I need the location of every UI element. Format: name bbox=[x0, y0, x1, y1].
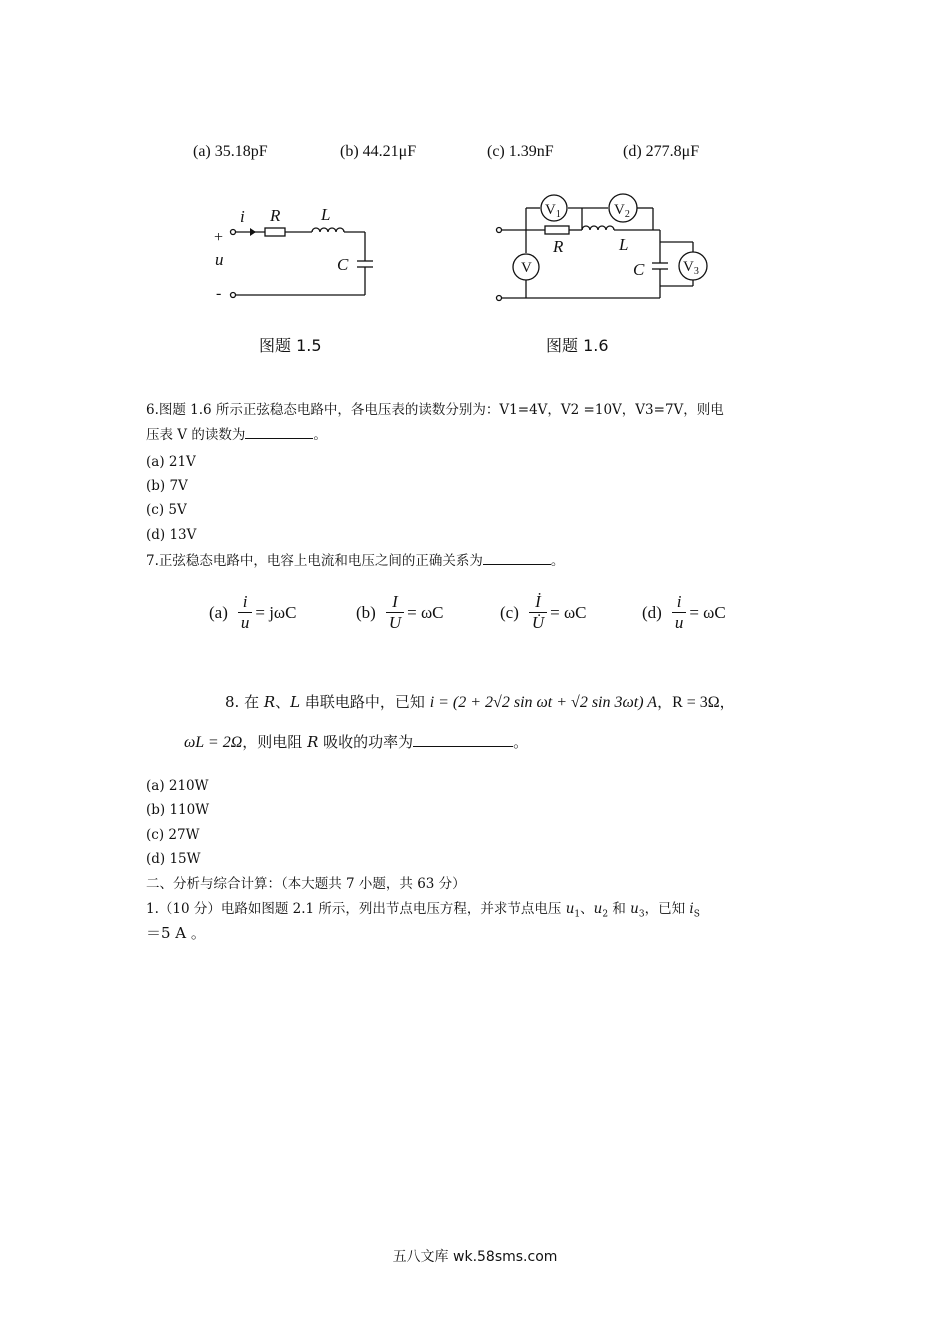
problem-1-line2: ＝5 A 。 bbox=[146, 924, 206, 942]
q8-option-d: (d) 15W bbox=[146, 851, 201, 867]
fig15-label-L: L bbox=[321, 205, 331, 224]
q5-option-b: (b) 44.21μF bbox=[340, 143, 417, 160]
fig16-label-C: C bbox=[633, 260, 645, 279]
voltmeter-v2-label: $V_2$ bbox=[614, 202, 630, 220]
q8-option-b: (b) 110W bbox=[146, 802, 210, 818]
problem-1-line1: 1.（10 分）电路如图题 2.1 所示，列出节点电压方程，并求节点电压 $u_1$、$u_2$ 和 $u_3$，已知 $i_S$ bbox=[146, 901, 700, 920]
fig15-label-i: i bbox=[240, 207, 245, 226]
fig15-label-C: C bbox=[337, 255, 349, 274]
q6-stem-line1: 6.图题 1.6 所示正弦稳态电路中，各电压表的读数分别为：V1=4V，V2 =10V，V3=7V，则电 bbox=[146, 402, 724, 418]
q6-option-d: (d) 13V bbox=[146, 527, 197, 543]
q8-stem-line2: ωL = 2Ω，则电阻 R 吸收的功率为 。 bbox=[184, 733, 529, 751]
fig15-label-R: R bbox=[270, 206, 281, 225]
answer-blank bbox=[413, 733, 513, 747]
fig15-label-plus: + bbox=[214, 229, 224, 246]
section-2-heading: 二、分析与综合计算：（本大题共 7 小题，共 63 分） bbox=[146, 876, 466, 892]
fig15-label-minus: - bbox=[216, 285, 222, 302]
q8-stem-line1: 8. 在 R、L 串联电路中，已知 i = (2 + 2√2 sin ωt + √2 sin 3ωt) A，R = 3Ω， bbox=[225, 693, 735, 711]
q5-option-c: (c) 1.39nF bbox=[487, 143, 554, 160]
current-arrow-icon bbox=[250, 228, 256, 236]
q5-option-a: (a) 35.18pF bbox=[193, 143, 268, 160]
voltmeter-v1-label: $V_1$ bbox=[545, 202, 561, 220]
q7-option-c: (c) $\frac{İ}{U̇}$ = ωC bbox=[500, 592, 587, 632]
figure-1-6-caption: 图题 1.6 bbox=[546, 336, 609, 355]
fig16-label-R: R bbox=[553, 237, 564, 256]
q6-option-c: (c) 5V bbox=[146, 502, 187, 518]
q7-option-a: (a) $\frac{i}{u}$ = jωC bbox=[209, 592, 297, 632]
voltmeter-v3-label: $V_3$ bbox=[683, 259, 699, 277]
fig15-label-u: u bbox=[215, 250, 224, 269]
voltmeter-v-label: V bbox=[521, 260, 532, 276]
q7-stem: 7.正弦稳态电路中，电容上电流和电压之间的正确关系为 。 bbox=[146, 553, 565, 569]
q5-option-d: (d) 277.8μF bbox=[623, 143, 700, 160]
figure-1-5-caption: 图题 1.5 bbox=[259, 336, 322, 355]
q6-stem-line2: 压表 V 的读数为 。 bbox=[146, 427, 327, 443]
page-footer: 五八文库 wk.58sms.com bbox=[392, 1249, 558, 1265]
q8-option-a: (a) 210W bbox=[146, 778, 209, 794]
figure-1-5-circuit bbox=[200, 195, 390, 310]
fig16-label-L: L bbox=[619, 235, 629, 254]
q6-option-a: (a) 21V bbox=[146, 454, 196, 470]
figure-1-6-circuit bbox=[490, 190, 730, 310]
current-formula: i = (2 + 2√2 sin ωt + √2 sin 3ωt) A bbox=[429, 694, 658, 711]
q8-option-c: (c) 27W bbox=[146, 827, 200, 843]
q7-option-d: (d) $\frac{i}{u}$ = ωC bbox=[642, 592, 726, 632]
q6-option-b: (b) 7V bbox=[146, 478, 188, 494]
answer-blank bbox=[245, 425, 313, 439]
answer-blank bbox=[483, 551, 551, 565]
q7-option-b: (b) $\frac{I}{U}$ = ωC bbox=[356, 592, 444, 632]
